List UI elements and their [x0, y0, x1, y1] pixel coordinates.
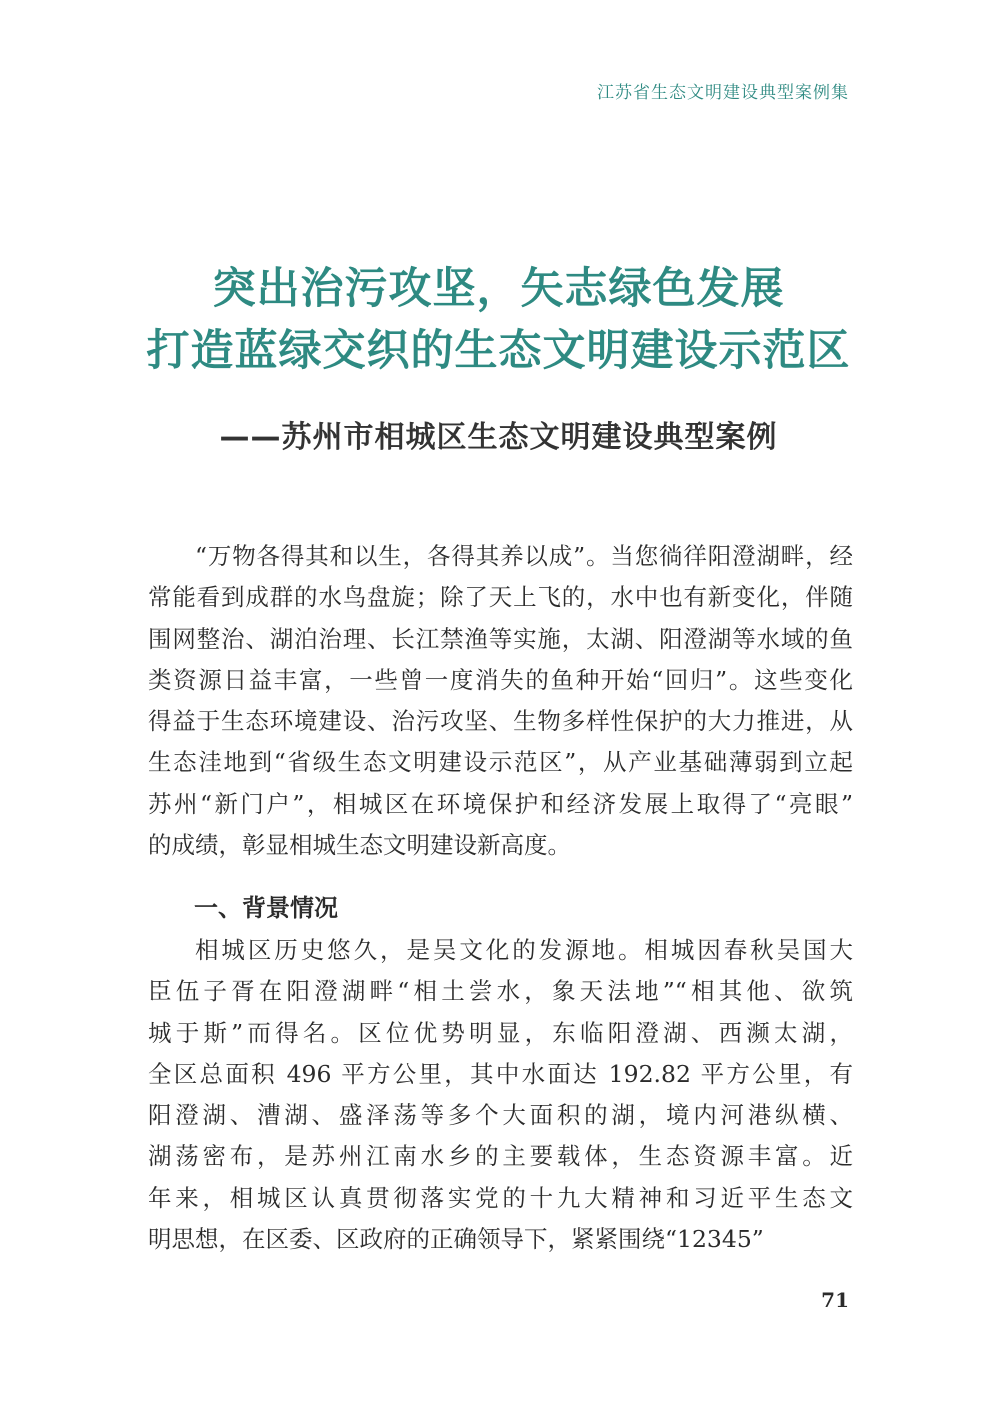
paragraph-line: 城于斯”而得名。区位优势明显，东临阳澄湖、西濒太湖，	[148, 1018, 853, 1047]
paragraph-line: 年来，相城区认真贯彻落实党的十九大精神和习近平生态文	[148, 1183, 853, 1212]
subtitle: ——苏州市相城区生态文明建设典型案例	[219, 420, 778, 455]
paragraph-line: 类资源日益丰富，一些曾一度消失的鱼种开始“回归”。这些变化	[148, 665, 853, 694]
title-line-1: 突出治污攻坚，矢志绿色发展	[212, 264, 785, 314]
page-number: 71	[821, 1288, 849, 1312]
paragraph-line: “万物各得其和以生，各得其养以成”。当您徜徉阳澄湖畔，经	[195, 542, 853, 570]
paragraph-line: 相城区历史悠久，是吴文化的发源地。相城因春秋吴国大	[195, 936, 853, 964]
section-heading: 一、背景情况	[194, 894, 338, 922]
title-line-2: 打造蓝绿交织的生态文明建设示范区	[146, 326, 851, 376]
paragraph-line: 得益于生态环境建设、治污攻坚、生物多样性保护的大力推进，从	[148, 707, 853, 736]
running-header: 江苏省生态文明建设典型案例集	[597, 83, 849, 103]
paragraph-line: 明思想，在区委、区政府的正确领导下，紧紧围绕“12345”	[148, 1225, 764, 1254]
paragraph-line: 生态洼地到“省级生态文明建设示范区”，从产业基础薄弱到立起	[148, 748, 853, 777]
paragraph-line: 围网整治、湖泊治理、长江禁渔等实施，太湖、阳澄湖等水域的鱼	[148, 624, 853, 653]
paragraph-line: 苏州“新门户”，相城区在环境保护和经济发展上取得了“亮眼”	[148, 789, 853, 818]
paragraph-line: 臣伍子胥在阳澄湖畔“相土尝水，象天法地”“相其他、欲筑	[148, 977, 853, 1006]
background-paragraph	[148, 930, 853, 1260]
paragraph-line: 的成绩，彰显相城生态文明建设新高度。	[148, 831, 571, 860]
paragraph-line: 全区总面积 496 平方公里，其中水面达 192.82 平方公里，有	[148, 1059, 853, 1088]
title-block	[0, 258, 997, 382]
paragraph-line: 常能看到成群的水鸟盘旋；除了天上飞的，水中也有新变化，伴随	[148, 583, 853, 612]
paragraph-line: 阳澄湖、漕湖、盛泽荡等多个大面积的湖，境内河港纵横、	[148, 1101, 853, 1130]
intro-paragraph	[148, 536, 853, 866]
paragraph-line: 湖荡密布，是苏州江南水乡的主要载体，生态资源丰富。近	[148, 1142, 853, 1171]
